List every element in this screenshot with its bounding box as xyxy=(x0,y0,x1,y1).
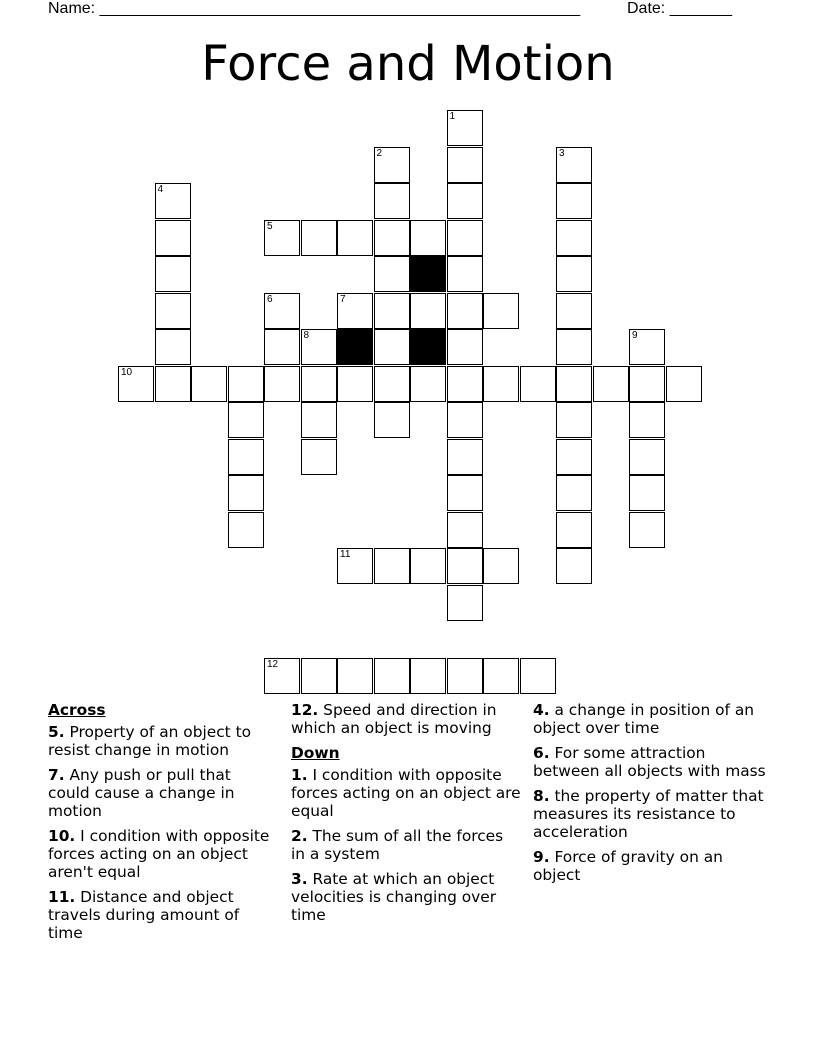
across-heading: Across xyxy=(48,701,106,719)
puzzle-cell[interactable] xyxy=(374,256,410,292)
puzzle-cell[interactable] xyxy=(629,475,665,511)
puzzle-cell[interactable] xyxy=(374,293,410,329)
down-heading: Down xyxy=(291,744,340,762)
clue-across-11: 11. Distance and object travels during amount of time xyxy=(48,888,240,942)
puzzle-cell[interactable] xyxy=(556,475,592,511)
puzzle-cell[interactable] xyxy=(483,658,519,694)
puzzle-cell[interactable] xyxy=(264,220,300,256)
puzzle-cell[interactable] xyxy=(118,366,154,402)
puzzle-cell[interactable] xyxy=(228,512,264,548)
page-title: Force and Motion xyxy=(201,36,615,92)
puzzle-cell[interactable] xyxy=(629,512,665,548)
puzzle-cell[interactable] xyxy=(447,366,483,402)
clue-across-10: 10. I condition with opposite forces acting on an object aren't equal xyxy=(48,827,270,881)
puzzle-cell[interactable] xyxy=(593,366,629,402)
puzzle-cell[interactable] xyxy=(374,183,410,219)
clue-column-3 xyxy=(533,701,768,891)
puzzle-cell[interactable] xyxy=(264,366,300,402)
puzzle-cell[interactable] xyxy=(337,658,373,694)
puzzle-cell[interactable] xyxy=(447,512,483,548)
puzzle-cell[interactable] xyxy=(556,439,592,475)
clue-down-3: 3. Rate at which an object velocities is changing over time xyxy=(291,870,497,924)
puzzle-cell[interactable] xyxy=(301,329,337,365)
puzzle-cell[interactable] xyxy=(264,658,300,694)
puzzle-cell[interactable] xyxy=(447,548,483,584)
puzzle-cell[interactable] xyxy=(447,439,483,475)
puzzle-cell[interactable] xyxy=(629,366,665,402)
puzzle-cell[interactable] xyxy=(410,548,446,584)
puzzle-cell[interactable] xyxy=(301,439,337,475)
cell-number: 1 xyxy=(449,111,456,122)
puzzle-cell[interactable] xyxy=(447,329,483,365)
puzzle-cell[interactable] xyxy=(556,256,592,292)
puzzle-cell[interactable] xyxy=(520,366,556,402)
cell-number: 12 xyxy=(267,658,279,670)
puzzle-cell[interactable] xyxy=(447,147,483,183)
black-cell xyxy=(337,329,373,365)
puzzle-cell[interactable] xyxy=(301,220,337,256)
puzzle-cell[interactable] xyxy=(337,548,373,584)
puzzle-cell[interactable] xyxy=(666,366,702,402)
puzzle-cell[interactable] xyxy=(264,293,300,329)
date-field: Date: _______ xyxy=(627,0,732,17)
puzzle-cell[interactable] xyxy=(483,548,519,584)
puzzle-cell[interactable] xyxy=(556,147,592,183)
clue-down-1: 1. I condition with opposite forces acting on an object are equal xyxy=(291,766,521,820)
black-cell xyxy=(410,329,446,365)
puzzle-cell[interactable] xyxy=(155,220,191,256)
puzzle-cell[interactable] xyxy=(556,512,592,548)
cell-number: 6 xyxy=(267,293,273,305)
puzzle-cell[interactable] xyxy=(410,366,446,402)
puzzle-cell[interactable] xyxy=(556,402,592,438)
puzzle-cell[interactable] xyxy=(155,329,191,365)
clue-across-12: 12. Speed and direction in which an object is moving xyxy=(291,701,497,737)
black-cell xyxy=(410,256,446,292)
puzzle-cell[interactable] xyxy=(155,183,191,219)
puzzle-cell[interactable] xyxy=(228,439,264,475)
puzzle-cell[interactable] xyxy=(556,183,592,219)
puzzle-cell[interactable] xyxy=(447,658,483,694)
puzzle-cell[interactable] xyxy=(447,220,483,256)
puzzle-cell[interactable] xyxy=(374,220,410,256)
puzzle-cell[interactable] xyxy=(228,475,264,511)
puzzle-cell[interactable] xyxy=(264,329,300,365)
puzzle-cell[interactable] xyxy=(374,402,410,438)
cell-number: 5 xyxy=(267,220,273,232)
cell-number: 4 xyxy=(157,184,164,195)
cell-number: 11 xyxy=(340,549,351,560)
clue-across-7: 7. Any push or pull that could cause a change in motion xyxy=(48,766,235,820)
puzzle-cell[interactable] xyxy=(556,366,592,402)
clue-down-6: 6. For some attraction between all objects with mass xyxy=(533,744,766,780)
puzzle-cell[interactable] xyxy=(155,293,191,329)
puzzle-cell[interactable] xyxy=(155,256,191,292)
puzzle-cell[interactable] xyxy=(447,585,483,621)
clue-column-1 xyxy=(48,701,276,949)
cell-number: 3 xyxy=(559,147,565,159)
puzzle-cell[interactable] xyxy=(374,147,410,183)
cell-number: 7 xyxy=(340,293,346,305)
puzzle-cell[interactable] xyxy=(483,366,519,402)
puzzle-cell[interactable] xyxy=(301,402,337,438)
puzzle-cell[interactable] xyxy=(228,402,264,438)
name-field: Name: ______________________________________________________ xyxy=(48,0,581,17)
puzzle-cell[interactable] xyxy=(155,366,191,402)
puzzle-cell[interactable] xyxy=(191,366,227,402)
clue-down-4: 4. a change in position of an object over time xyxy=(533,701,755,737)
puzzle-cell[interactable] xyxy=(337,220,373,256)
clue-down-8: 8. the property of matter that measures its resistance to acceleration xyxy=(533,787,764,841)
puzzle-cell[interactable] xyxy=(301,366,337,402)
cell-number: 2 xyxy=(376,147,383,159)
puzzle-cell[interactable] xyxy=(556,220,592,256)
puzzle-cell[interactable] xyxy=(447,110,483,146)
puzzle-cell[interactable] xyxy=(410,658,446,694)
puzzle-cell[interactable] xyxy=(337,366,373,402)
puzzle-cell[interactable] xyxy=(410,220,446,256)
puzzle-cell[interactable] xyxy=(301,658,337,694)
puzzle-cell[interactable] xyxy=(447,475,483,511)
cell-number: 9 xyxy=(632,330,638,341)
clue-down-9: 9. Force of gravity on an object xyxy=(533,848,723,884)
puzzle-cell[interactable] xyxy=(374,329,410,365)
puzzle-cell[interactable] xyxy=(447,256,483,292)
puzzle-cell[interactable] xyxy=(447,402,483,438)
puzzle-cell[interactable] xyxy=(556,548,592,584)
cell-number: 8 xyxy=(303,330,310,341)
puzzle-cell[interactable] xyxy=(556,329,592,365)
puzzle-cell[interactable] xyxy=(228,366,264,402)
puzzle-cell[interactable] xyxy=(629,329,665,365)
puzzle-cell[interactable] xyxy=(374,658,410,694)
puzzle-cell[interactable] xyxy=(410,293,446,329)
cell-number: 10 xyxy=(121,366,133,378)
puzzle-cell[interactable] xyxy=(447,293,483,329)
puzzle-cell[interactable] xyxy=(374,548,410,584)
clue-across-5: 5. Property of an object to resist change in motion xyxy=(48,723,252,759)
puzzle-cell[interactable] xyxy=(374,366,410,402)
puzzle-cell[interactable] xyxy=(337,293,373,329)
clue-down-2: 2. The sum of all the forces in a system xyxy=(291,827,504,863)
clue-column-2 xyxy=(291,701,521,931)
puzzle-cell[interactable] xyxy=(629,439,665,475)
puzzle-cell[interactable] xyxy=(483,293,519,329)
puzzle-cell[interactable] xyxy=(447,183,483,219)
puzzle-cell[interactable] xyxy=(629,402,665,438)
puzzle-cell[interactable] xyxy=(556,293,592,329)
puzzle-cell[interactable] xyxy=(520,658,556,694)
